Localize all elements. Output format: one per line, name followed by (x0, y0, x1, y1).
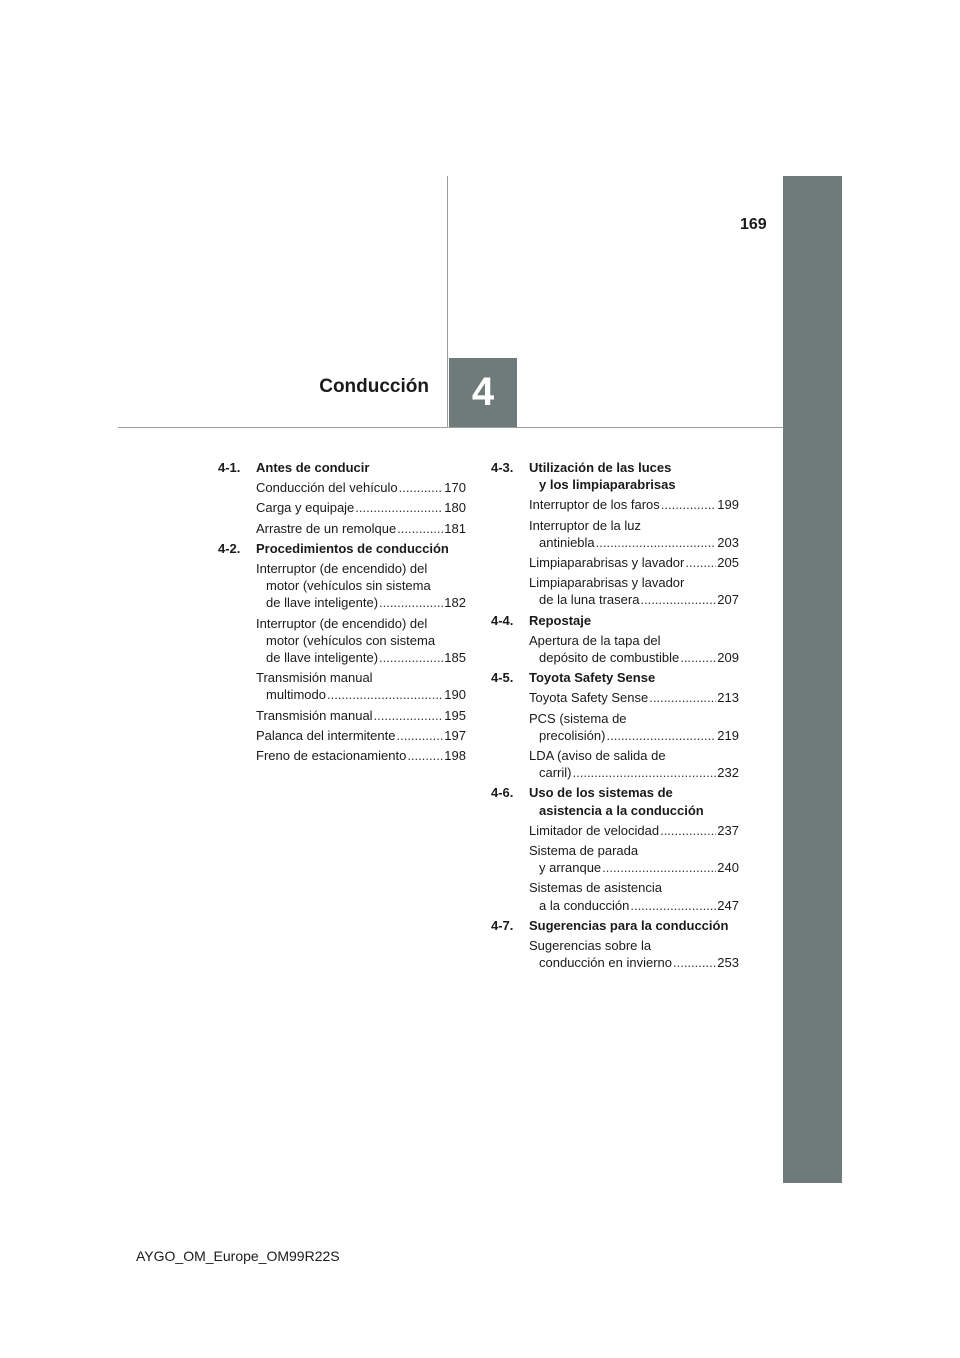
toc-entry-text: y arranque (539, 860, 602, 876)
toc-entry-page: 180 (444, 500, 466, 516)
toc-section-heading (218, 540, 466, 557)
toc-section-heading (491, 612, 739, 629)
toc-leader-dots (630, 897, 716, 914)
toc-entry[interactable] (529, 689, 739, 706)
toc-section (491, 612, 739, 667)
page-number: 169 (740, 216, 767, 233)
toc-entry-text: Carga y equipaje (256, 500, 355, 516)
toc-entry-page: 219 (717, 727, 739, 743)
toc-entries (491, 632, 739, 666)
toc-entry-text: Freno de estacionamiento (256, 748, 407, 764)
toc-entry-text: PCS (sistema de (529, 710, 627, 726)
toc-entry-text: Sistemas de asistencia (529, 880, 662, 896)
toc-entry-page: 203 (717, 534, 739, 550)
toc-leader-dots (374, 707, 444, 724)
toc-section-number: 4-6. (491, 785, 514, 801)
toc-entry-page: 237 (717, 822, 739, 838)
toc-entry-page: 170 (444, 480, 466, 496)
toc-entry-text: Interruptor (de encendido) del (256, 561, 428, 577)
toc-entry-line (529, 554, 739, 571)
toc-entry-text: Limpiaparabrisas y lavador (529, 575, 685, 591)
toc-entry-text: carril) (539, 765, 572, 781)
toc-section-title-line: asistencia a la conducción (539, 802, 704, 818)
toc-leader-dots (661, 496, 717, 513)
toc-leader-dots (399, 479, 444, 496)
toc-section-heading (491, 459, 739, 493)
toc-section-heading (491, 784, 739, 818)
toc-leader-dots (602, 859, 716, 876)
toc-section-title-line: Sugerencias para la conducción (529, 917, 729, 933)
toc-entry[interactable] (529, 517, 739, 551)
toc-entry-text: Apertura de la tapa del (529, 632, 661, 648)
toc-leader-dots (379, 649, 443, 666)
toc-entry-text: Interruptor (de encendido) del (256, 615, 428, 631)
toc-entry-line (529, 689, 739, 706)
toc-entry[interactable] (529, 710, 739, 744)
toc-section-number: 4-3. (491, 460, 514, 475)
toc-entry[interactable] (256, 560, 466, 612)
toc-leader-dots (640, 591, 716, 608)
chapter-side-tab (783, 176, 842, 1183)
toc-section-heading (491, 917, 739, 934)
toc-entry-page: 199 (717, 497, 739, 513)
toc-entry-page: 205 (717, 555, 739, 571)
toc-entry[interactable] (256, 615, 466, 667)
toc-entry-page: 198 (444, 748, 466, 764)
toc-section-number: 4-5. (491, 670, 514, 686)
toc-section-number: 4-2. (218, 540, 241, 556)
toc-entry-line (529, 591, 739, 608)
toc-leader-dots (355, 499, 443, 516)
toc-section-title (529, 459, 739, 493)
toc-entry-page: 195 (444, 707, 466, 723)
toc-entry-line (256, 499, 466, 516)
toc-entry-page: 190 (444, 687, 466, 703)
toc-section-title-line: Antes de conducir (256, 460, 370, 475)
toc-section-title (529, 612, 739, 629)
toc-section-title-line: Repostaje (529, 612, 592, 628)
toc-leader-dots (396, 727, 443, 744)
toc-entry-line (529, 897, 739, 914)
toc-entry-text: Palanca del intermitente (256, 727, 396, 743)
toc-entry[interactable] (256, 479, 466, 496)
toc-leader-dots (327, 686, 443, 703)
toc-entry[interactable] (256, 747, 466, 764)
toc-entry-text: Transmisión manual (256, 707, 373, 723)
toc-section-title-line: Procedimientos de conducción (256, 540, 449, 556)
toc-leader-dots (379, 594, 443, 611)
document-footer: AYGO_OM_Europe_OM99R22S (136, 1248, 340, 1264)
toc-entries (491, 937, 739, 971)
toc-section-title (256, 459, 466, 476)
toc-entry-line (256, 686, 466, 703)
toc-entry-text: multimodo (266, 687, 326, 703)
toc-entry-text: Interruptor de los faros (529, 497, 660, 513)
toc-section-number: 4-1. (218, 460, 241, 475)
toc-entries (491, 822, 739, 914)
toc-section (491, 917, 739, 972)
toc-leader-dots (660, 822, 716, 839)
toc-entry[interactable] (529, 842, 739, 876)
toc-entry-line (529, 496, 739, 513)
toc-entry-text: Sistema de parada (529, 843, 639, 859)
toc-entry-page: 197 (444, 727, 466, 743)
toc-section-title (529, 669, 739, 686)
toc-entry[interactable] (529, 879, 739, 913)
toc-entry-text: Transmisión manual (256, 670, 373, 686)
toc-leader-dots (673, 954, 716, 971)
chapter-number-box (449, 358, 517, 427)
toc-entries (218, 479, 466, 537)
toc-leader-dots (685, 554, 716, 571)
toc-entry-page: 232 (717, 765, 739, 781)
toc-entry-page: 209 (717, 650, 739, 666)
toc-entry-text: motor (vehículos con sistema (266, 632, 436, 648)
toc-section-title-line: Uso de los sistemas de (529, 785, 673, 801)
toc-entry[interactable] (256, 499, 466, 516)
toc-entry[interactable] (529, 747, 739, 781)
toc-entry-page: 182 (444, 595, 466, 611)
toc-entry-line (529, 764, 739, 781)
toc-entry-text: motor (vehículos sin sistema (266, 578, 431, 594)
toc-section-title (529, 784, 739, 818)
toc-entry-line (256, 594, 466, 611)
toc-section (491, 784, 739, 913)
toc-entry-text: antiniebla (539, 534, 595, 550)
toc-entry-page: 247 (717, 897, 739, 913)
toc-entry-text: de llave inteligente) (266, 650, 379, 666)
toc-entry-line (256, 727, 466, 744)
toc-entry-line (529, 649, 739, 666)
header-vertical-rule (447, 176, 448, 428)
toc-entry-text: Limitador de velocidad (529, 822, 660, 838)
toc-entry[interactable] (529, 554, 739, 571)
chapter-number: 4 (471, 370, 495, 414)
toc-entry-page: 207 (717, 592, 739, 608)
toc-section-number: 4-7. (491, 917, 514, 933)
toc-section (218, 540, 466, 764)
toc-entry-line (529, 954, 739, 971)
toc-entry-page: 185 (444, 650, 466, 666)
toc-entry-page: 213 (717, 690, 739, 706)
toc-leader-dots (596, 534, 717, 551)
toc-entry-line (529, 822, 739, 839)
toc-entry-text: Sugerencias sobre la (529, 938, 652, 954)
toc-entry-text: a la conducción (539, 897, 630, 913)
toc-section-heading (491, 669, 739, 686)
toc-entry-text: Limpiaparabrisas y lavador (529, 555, 685, 571)
toc-leader-dots (573, 764, 717, 781)
toc-column-right (491, 459, 739, 974)
toc-entry-page: 240 (717, 860, 739, 876)
toc-entry-line (529, 534, 739, 551)
toc-entry-text: de la luna trasera (539, 592, 640, 608)
toc-entry[interactable] (529, 574, 739, 608)
toc-entry[interactable] (529, 822, 739, 839)
toc-entry[interactable] (529, 632, 739, 666)
toc-entries (218, 560, 466, 764)
toc-section-title (529, 917, 739, 934)
toc-leader-dots (407, 747, 443, 764)
toc-entries (491, 496, 739, 608)
toc-entry-text: Conducción del vehículo (256, 480, 398, 496)
toc-section-title-line: y los limpiaparabrisas (539, 477, 676, 493)
toc-entry-text: de llave inteligente) (266, 595, 379, 611)
toc-entry[interactable] (256, 707, 466, 724)
toc-entry-text: precolisión) (539, 727, 606, 743)
toc-entry[interactable] (529, 496, 739, 513)
toc-entry-text: Arrastre de un remolque (256, 520, 397, 536)
toc-section-heading (218, 459, 466, 476)
toc-entry-text: depósito de combustible (539, 650, 680, 666)
toc-entry-text: Interruptor de la luz (529, 517, 642, 533)
toc-entry-line (529, 727, 739, 744)
toc-leader-dots (649, 689, 716, 706)
toc-section (218, 459, 466, 537)
toc-entry-text: conducción en invierno (539, 955, 672, 971)
toc-entry-line (256, 747, 466, 764)
toc-entry-text: LDA (aviso de salida de (529, 748, 666, 764)
toc-entry[interactable] (529, 937, 739, 971)
toc-entry-line (256, 479, 466, 496)
toc-column-left (218, 459, 466, 767)
chapter-title: Conducción (319, 376, 429, 397)
toc-entries (491, 689, 739, 781)
toc-entry-line (529, 859, 739, 876)
toc-section-title-line: Utilización de las luces (529, 460, 672, 475)
toc-entry-line (256, 649, 466, 666)
toc-entry-text: Toyota Safety Sense (529, 690, 649, 706)
toc-section (491, 459, 739, 609)
header-horizontal-rule (118, 427, 783, 428)
toc-entry[interactable] (256, 669, 466, 703)
toc-entry-line (256, 707, 466, 724)
toc-entry-page: 181 (444, 520, 466, 536)
toc-entry[interactable] (256, 727, 466, 744)
toc-entry-line (256, 520, 466, 537)
toc-entry[interactable] (256, 520, 466, 537)
toc-entry-page: 253 (717, 955, 739, 971)
toc-leader-dots (397, 520, 443, 537)
toc-section (491, 669, 739, 781)
toc-section-number: 4-4. (491, 612, 514, 628)
toc-leader-dots (680, 649, 716, 666)
toc-section-title (256, 540, 466, 557)
toc-section-title-line: Toyota Safety Sense (529, 670, 656, 686)
toc-leader-dots (606, 727, 716, 744)
